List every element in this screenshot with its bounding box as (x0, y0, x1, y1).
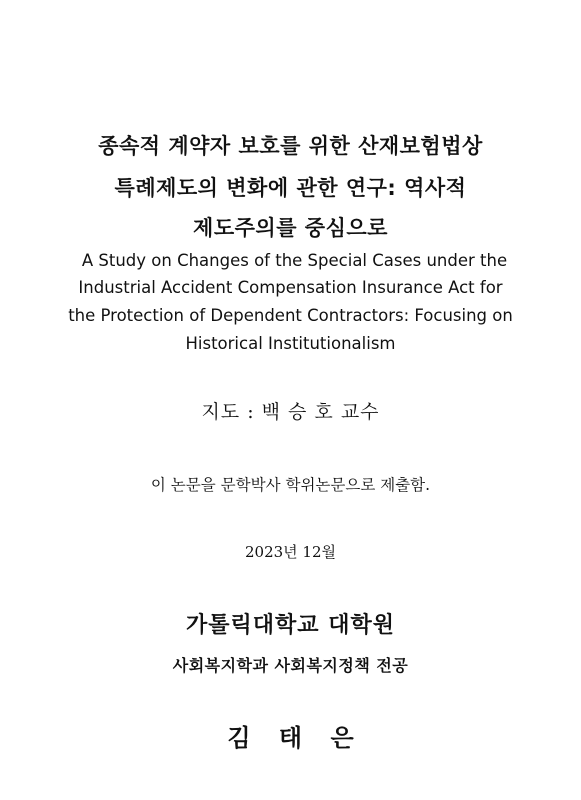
author-name: 김 태 은 (227, 724, 364, 752)
korean-title-line-2: 특례제도의 변화에 관한 연구: 역사적 (114, 176, 467, 200)
english-title-line-4: Historical Institutionalism (185, 334, 396, 353)
submission-statement: 이 논문을 문학박사 학위논문으로 제출함. (150, 476, 431, 494)
department-major: 사회복지학과 사회복지정책 전공 (172, 656, 409, 675)
advisor-line: 지도 : 백 승 호 교수 (201, 401, 380, 423)
english-title-line-1: A Study on Changes of the Special Cases under the (81, 251, 508, 270)
korean-title-line-3: 제도주의를 중심으로 (193, 216, 388, 240)
korean-title-line-1: 종속적 계약자 보호를 위한 산재보험법상 (98, 134, 483, 158)
graduate-school-name: 가톨릭대학교 대학원 (186, 613, 395, 638)
submission-date: 2023년 12월 (244, 543, 336, 561)
english-title-line-2: Industrial Accident Compensation Insurance Act for (78, 278, 503, 297)
english-title-line-3: the Protection of Dependent Contractors: Focusing on (68, 306, 513, 325)
